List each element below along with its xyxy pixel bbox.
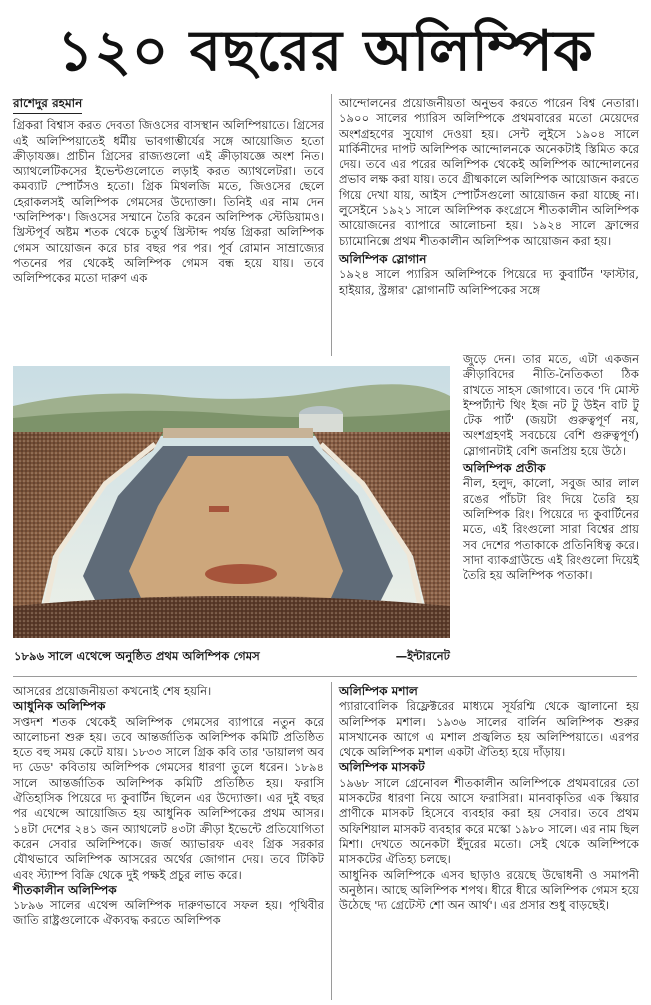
slogan-body: জুড়ে দেন। তার মতে, এটা একজন ক্রীড়াবিদের নীতি-নৈতিকতা ঠিক রাখতে সাহস জোগাবে। তবে 'দি মোস্ট ইম্পর্ট্যান্ট থিং ইজ নট টু উইন বাট টু টেক পার্ট' (জয়টা গুরুত্বপূর্ণ নয়, অংশগ্রহণই সবচেয়ে বেশি গুরুত্বপূর্ণ) স্লোগানটাই বেশি জনপ্রিয় হয়ে উঠে। bbox=[463, 352, 639, 458]
column-divider-bottom bbox=[331, 682, 332, 1000]
movement-paragraph: আন্দোলনের প্রয়োজনীয়তা অনুভব করতে পারেন বিশ্ব নেতারা। ১৯০০ সালের প্যারিস অলিম্পিকে প্রথমবারের মতো মেয়েদের অংশগ্রহণের সুযোগ দেওয়া হয়। সেন্ট লুইসে ১৯০৪ সালে মার্কিনীদের দাপট অলিম্পিক আন্দোলনকে অনেকটাই স্তিমিত করে দেয়। তবে এর পরের অলিম্পিক থেকেই অলিম্পিক আন্দোলনের প্রভাব লক্ষ করা যায়। তবে গ্রীষ্মকালে অলিম্পিক আয়োজন করতে গিয়ে দেখা যায়, আইস স্পোর্টসগুলো আয়োজন করা যাচ্ছে না। লুসেইনে ১৯২১ সালে অলিম্পিক কংগ্রেসে শীতকালীন অলিম্পিক আয়োজনের ব্যাপারে আলোচনা হয়। ১৯২৪ সালে ফ্রান্সের চ্যামোনিক্সে প্রথম শীতকালীন অলিম্পিক আয়োজন করা হয়। bbox=[339, 96, 639, 248]
mascot-heading: অলিম্পিক মাসকট bbox=[339, 760, 425, 775]
modern-heading: আধুনিক অলিম্পিক bbox=[13, 699, 106, 714]
mascot-body: ১৯৬৮ সালে গ্রেনোবল শীতকালীন অলিম্পিকে প্রথমবারের তো মাসকটের ধারণা নিয়ে আসে ফরাসিরা। মানবাকৃতির এক স্কিয়ার প্রাণীকে মাসকট হিসেবে ব্যবহার করা হয় সেবার। তবে প্রথম অফিশিয়াল মাসকট ব্যবহার করে মস্কো ১৯৮০ সালে। এর নাম ছিল মিশা। দেখতে অনেকটা ইঁদুরের মতো। সেই থেকে অলিম্পিকে মাসকটের ঐতিহ্য চলছে। bbox=[339, 775, 639, 867]
headline: ১২০ বছরের অলিম্পিক bbox=[57, 19, 594, 84]
winter-heading: শীতকালীন অলিম্পিক bbox=[13, 882, 117, 897]
athens-stadium-image bbox=[13, 366, 450, 638]
column-right-narrow bbox=[463, 352, 639, 583]
winter-body: ১৮৯৬ সালের এথেন্স অলিম্পিক দারুণভাবে সফল হয়। পৃথিবীর জাতি রাষ্ট্রগুলোকে ঐক্যবদ্ধ করতে অলিম্পিক bbox=[13, 898, 324, 928]
byline: রাশেদুর রহমান bbox=[13, 96, 82, 114]
horizontal-divider bbox=[13, 676, 637, 677]
column-left-bottom bbox=[13, 684, 324, 929]
column-divider-top bbox=[331, 94, 332, 356]
symbol-body: নীল, হলুদ, কালো, সবুজ আর লাল রঙের পাঁচটা রিং দিয়ে তৈরি হয় অলিম্পিক রিং। পিয়েরে দ্য কুবার্টিনের মতে, এই রিংগুলো সারা বিশ্বের প্রায় সব দেশের পতাকাকে প্রতিনিধিত্ব করে। সাদা ব্যাকগ্রাউন্ডে এই রিংগুলো দিয়েই তৈরি হয় অলিম্পিক পতাকা। bbox=[463, 476, 639, 583]
symbol-heading: অলিম্পিক প্রতীক bbox=[463, 461, 546, 476]
closing-paragraph: আধুনিক অলিম্পিকে এসব ছাড়াও রয়েছে উদ্বোধনী ও সমাপনী অনুষ্ঠান। আছে অলিম্পিক শপথ। ধীরে ধীরে অলিম্পিক গেমস হয়ে উঠেছে 'দ্য গ্রেটেস্ট শো অন আর্থ'। এর প্রসার শুধু বাড়ছেই। bbox=[339, 867, 639, 913]
caption-text: ১৮৯৬ সালে এথেন্সে অনুষ্ঠিত প্রথম অলিম্পিক গেমস bbox=[14, 649, 260, 663]
slogan-lead: ১৯২৪ সালে প্যারিস অলিম্পিকে পিয়েরে দ্য কুবার্টিন 'ফাস্টার, হাইয়ার, স্ট্রঙ্গার' স্লোগানটি অলিম্পিকের সঙ্গে bbox=[339, 267, 639, 297]
stadium-photo bbox=[13, 366, 450, 638]
intro-continuation: আসরের প্রয়োজনীয়তা কখনোই শেষ হয়নি। bbox=[13, 684, 212, 698]
photo-caption bbox=[14, 648, 450, 664]
slogan-heading: অলিম্পিক স্লোগান bbox=[339, 251, 427, 266]
photo-credit: —ইন্টারনেট bbox=[395, 649, 450, 663]
torch-heading: অলিম্পিক মশাল bbox=[339, 684, 418, 698]
column-right-bottom bbox=[339, 684, 639, 913]
column-left-top bbox=[13, 96, 324, 287]
torch-body: প্যারাবোলিক রিফ্লেক্টরের মাধ্যমে সূর্যরশ্মি থেকে জ্বালানো হয় অলিম্পিক মশাল। ১৯৩৬ সালের বার্লিন অলিম্পিক শুরুর মাসখানেক আগে এ মশাল প্রজ্বলিত হয় অলিম্পিয়াতে। এরপর থেকে অলিম্পিক মশাল একটা ঐতিহ্য হয়ে দাঁড়ায়। bbox=[339, 699, 639, 760]
article-intro: গ্রিকরা বিশ্বাস করত দেবতা জিওসের বাসস্থান অলিম্পিয়াতে। গ্রিসের এই অলিম্পিয়াতেই ধর্মীয় ভাবগাম্ভীর্যের সঙ্গে আয়োজিত হতো ক্রীড়াযজ্ঞ। প্রাচীন গ্রিসের রাজ্যগুলো এই ক্রীড়াযজ্ঞে অংশ নিত। অ্যাথলেটিকসের ইভেন্টগুলোতে লড়াই করত অ্যাথলেটরা। তবে কমব্যাট স্পোর্টসও হতো। গ্রিক মিথলজি মতে, জিওসের ছেলে হেরাকলসই অলিম্পিক গেমসের উদ্যোক্তা। তিনিই এর নাম দেন 'অলিম্পিক'। জিওসের সম্মানে তৈরি করেন অলিম্পিক স্টেডিয়ামও। খ্রিস্টপূর্ব অষ্টম শতক থেকে চতুর্থ খ্রিস্টাব্দ পর্যন্ত গ্রিকরা অলিম্পিক গেমস আয়োজন করে চার বছর পর পর। পূর্ব রোমান সাম্রাজ্যের পতনের পর থেকেই অলিম্পিক গেমস বন্ধ হয়ে যায়। তবে অলিম্পিকের মতো দারুণ এক bbox=[13, 118, 324, 286]
column-right-top bbox=[339, 96, 639, 298]
modern-body: সপ্তদশ শতক থেকেই অলিম্পিক গেমসের ব্যাপারে নতুন করে আলোচনা শুরু হয়। তবে আন্তর্জাতিক অলিম্পিক কমিটি প্রতিষ্ঠিত হতে বহু সময় কেটে যায়। ১৮৩৩ সালে গ্রিক কবি তার 'ডায়ালগ অব দ্য ডেড' কবিতায় অলিম্পিক গেমসের ধারণা তুলে ধরেন। ১৮৯৪ সালে আন্তর্জাতিক অলিম্পিক কমিটি প্রতিষ্ঠিত হয়। ফরাসি ঐতিহাসিক পিয়েরে দ্য কুবার্টিন ছিলেন এর উদ্যোক্তা। এর দুই বছর পর এথেন্সে আয়োজিত হয় আধুনিক অলিম্পিকের প্রথম আসর। ১৪টা দেশের ২৪১ জন অ্যাথলেট ৪৩টা ক্রীড়া ইভেন্টে প্রতিযোগিতা করেন সেবার অলিম্পিকে। জর্জ অ্যাভারফ এবং গ্রিক সরকার যৌথভাবে অলিম্পিক আসরের অর্থের জোগান দেয়। তবে টিকিট এবং স্ট্যাম্প বিক্রি থেকে দুই পক্ষই প্রচুর লাভ করে। bbox=[13, 714, 324, 882]
